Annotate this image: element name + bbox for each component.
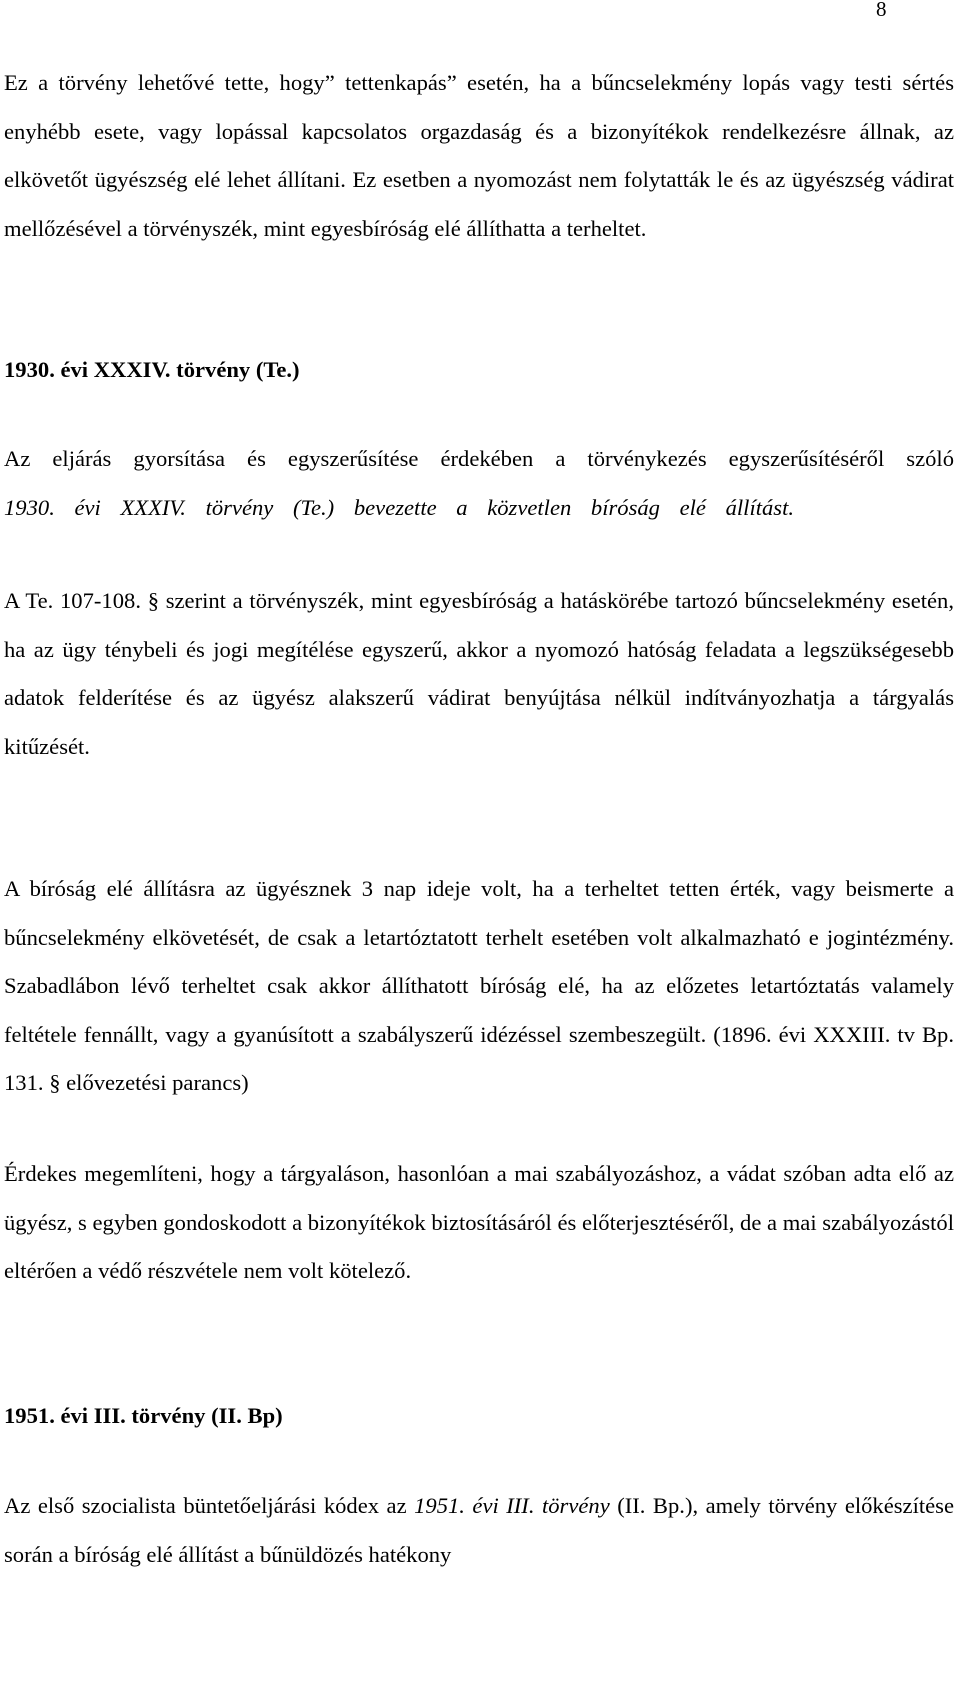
paragraph-1951-law xyxy=(4,1482,954,1579)
paragraph-1951-text-before: Az első szocialista büntetőeljárási kódex az xyxy=(4,1493,415,1518)
heading-1951-law: 1951. évi III. törvény (II. Bp) xyxy=(4,1403,283,1428)
paragraph-1930-law xyxy=(4,435,954,532)
paragraph-1951-italic: 1951. évi III. törvény xyxy=(414,1493,610,1518)
paragraph-prosecution: Érdekes megemlíteni, hogy a tárgyaláson, hasonlóan a mai szabályozáshoz, a vádat szóban adta elő az ügyész, s egyben gondoskodott a bizonyítékok biztosításáról és előterjesztéséről, de a mai szabályozástól eltérően a védő részvétele nem volt kötelező. xyxy=(4,1161,954,1283)
paragraph-te-107: A Te. 107-108. § szerint a törvényszék, mint egyesbíróság a hatáskörébe tartozó bűncselekmény esetén, ha az ügy ténybeli és jogi megítélése egyszerű, akkor a nyomozó hatóság feladata a legszükségesebb adatok felderítése és az ügyész alakszerű vádirat benyújtása nélkül indítványozhatja a tárgyalás kitűzését. xyxy=(4,588,954,759)
page-number: 8 xyxy=(876,0,887,21)
paragraph-intro: Ez a törvény lehetővé tette, hogy” tettenkapás” esetén, ha a bűncselekmény lopás vagy testi sértés enyhébb esete, vagy lopással kapcsolatos orgazdaság és a bizonyítékok rendelkezésre állnak, az elkövetőt ügyészség elé lehet állítani. Ez esetben a nyomozást nem folytatták le és az ügyészség vádirat mellőzésével a törvényszék, mint egyesbíróság elé állíthatta a terheltet. xyxy=(4,70,954,241)
paragraph-court-deadline: A bíróság elé állításra az ügyésznek 3 nap ideje volt, ha a terheltet tetten érték, vagy beismerte a bűncselekmény elkövetését, de csak a letartóztatott terhelt esetében volt alkalmazható e jogintézmény. Szabadlábon lévő terheltet csak akkor állíthatott bíróság elé, ha az előzetes letartóztatás valamely feltétele fennállt, vagy a gyanúsított a szabályszerű idézéssel szembeszegült. (1896. évi XXXIII. tv Bp. 131. § elővezetési parancs) xyxy=(4,876,954,1095)
heading-1930-law: 1930. évi XXXIV. törvény (Te.) xyxy=(4,357,300,382)
paragraph-1951-text-after: (II. Bp.), amely törvény előkészítése során a bíróság elé állítást a bűnüldözés hatékony xyxy=(4,1493,954,1567)
paragraph-1930-italic: 1930. évi XXXIV. törvény (Te.) bevezette a közvetlen bíróság elé állítást. xyxy=(4,494,795,520)
paragraph-1930-text: Az eljárás gyorsítása és egyszerűsítése érdekében a törvénykezés egyszerűsítéséről szóló xyxy=(4,446,954,471)
